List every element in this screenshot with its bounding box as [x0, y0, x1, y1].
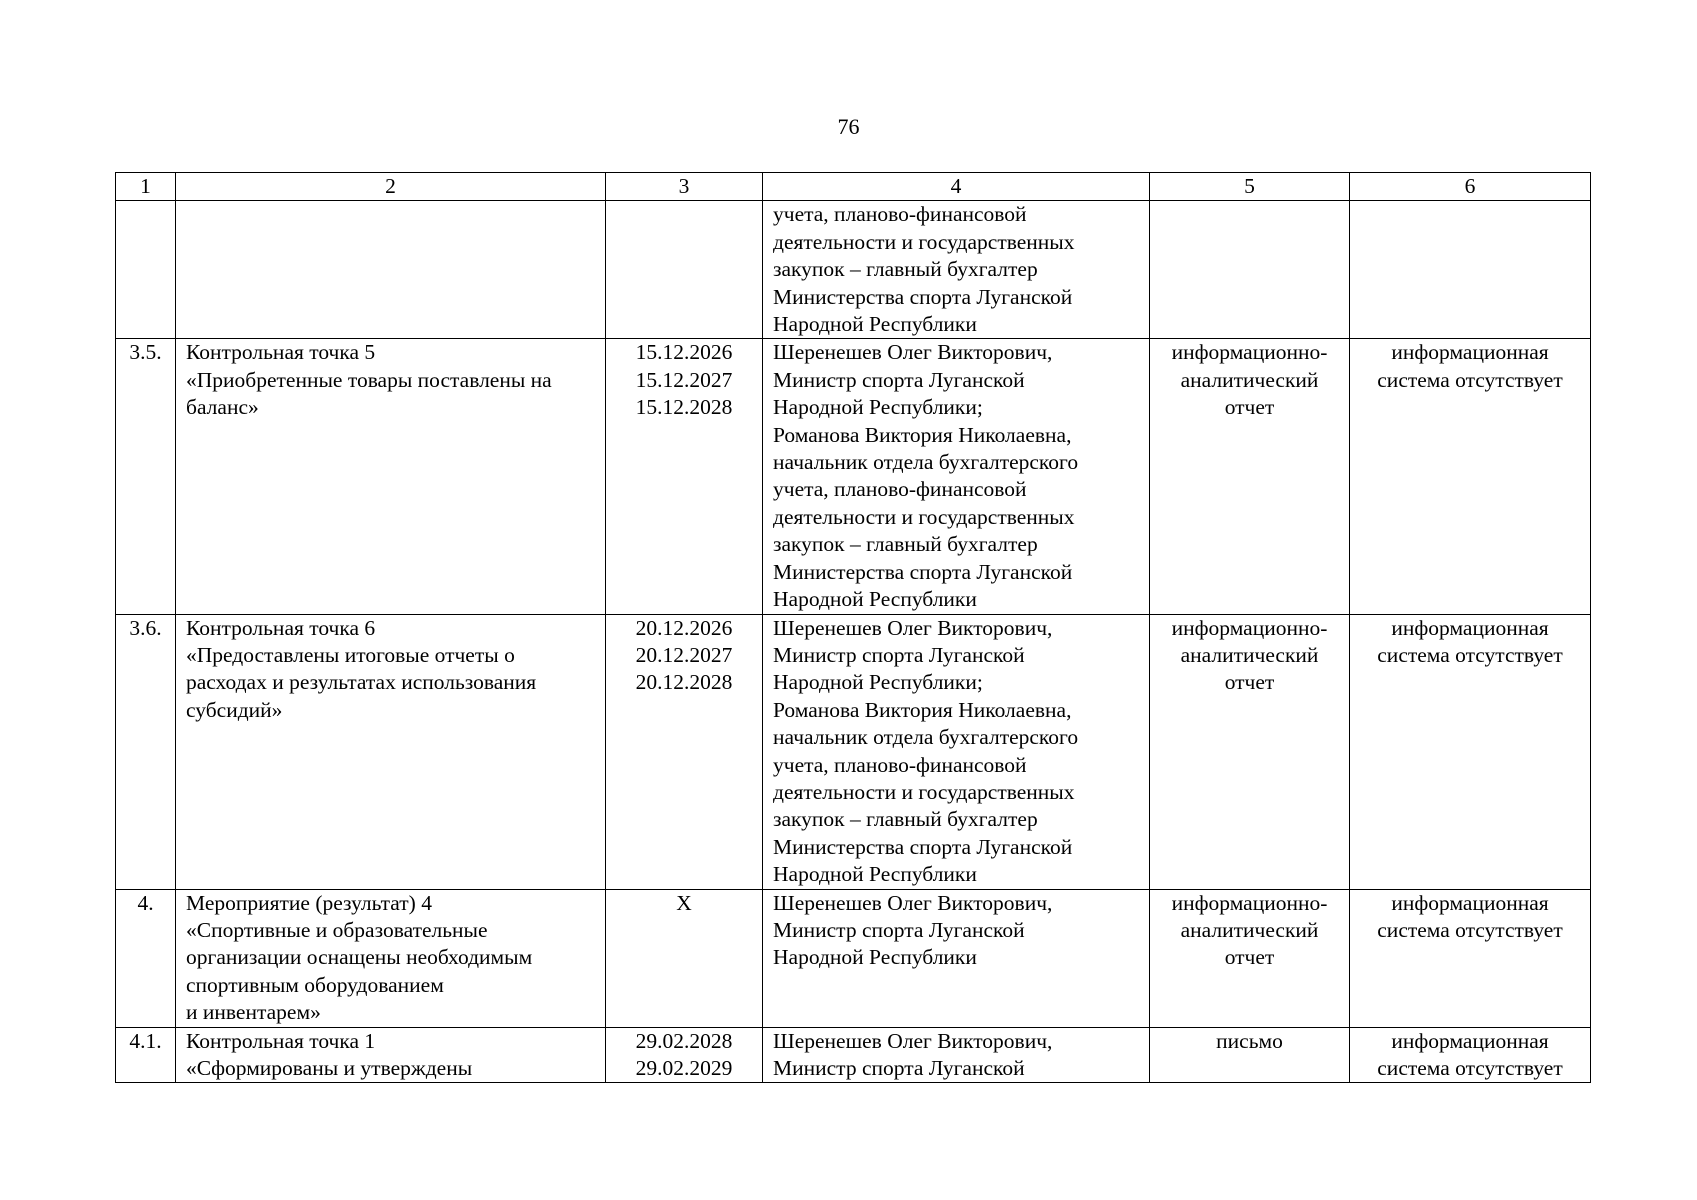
header-cell-1: 1	[116, 173, 176, 201]
row-number	[116, 201, 176, 339]
page-number: 76	[837, 114, 860, 139]
row-name: Мероприятие (результат) 4 «Спортивные и образовательные организации оснащены необходимым спортивным оборудованием и инвентарем»	[176, 889, 606, 1027]
row-name	[176, 201, 606, 339]
header-cell-3: 3	[606, 173, 763, 201]
row-info-system: информационная система отсутствует	[1350, 1027, 1591, 1083]
row-dates	[606, 201, 763, 339]
header-cell-2: 2	[176, 173, 606, 201]
row-info-system: информационная система отсутствует	[1350, 889, 1591, 1027]
table-row	[116, 1027, 1591, 1083]
header-cell-5: 5	[1150, 173, 1350, 201]
table-row	[116, 614, 1591, 889]
row-responsible: Шеренешев Олег Викторович, Министр спорта Луганской Народной Республики	[763, 889, 1150, 1027]
row-responsible: Шеренешев Олег Викторович, Министр спорта Луганской Народной Республики; Романова Виктория Николаевна, начальник отдела бухгалтерского учета, планово-финансовой деятельности и государственных закупок – главный бухгалтер Министерства спорта Луганской Народной Республики	[763, 614, 1150, 889]
row-info-system: информационная система отсутствует	[1350, 339, 1591, 614]
table-row	[116, 889, 1591, 1027]
row-responsible: Шеренешев Олег Викторович, Министр спорта Луганской Народной Республики; Романова Виктория Николаевна, начальник отдела бухгалтерского учета, планово-финансовой деятельности и государственных закупок – главный бухгалтер Министерства спорта Луганской Народной Республики	[763, 339, 1150, 614]
row-dates: Х	[606, 889, 763, 1027]
header-cell-4: 4	[763, 173, 1150, 201]
row-dates: 15.12.2026 15.12.2027 15.12.2028	[606, 339, 763, 614]
header-cell-6: 6	[1350, 173, 1591, 201]
table-row	[116, 339, 1591, 614]
row-number: 3.6.	[116, 614, 176, 889]
row-info-system	[1350, 201, 1591, 339]
row-responsible: учета, планово-финансовой деятельности и государственных закупок – главный бухгалтер Министерства спорта Луганской Народной Республики	[763, 201, 1150, 339]
row-number: 3.5.	[116, 339, 176, 614]
row-responsible: Шеренешев Олег Викторович, Министр спорта Луганской	[763, 1027, 1150, 1083]
row-doc-type: информационно- аналитический отчет	[1150, 889, 1350, 1027]
row-name: Контрольная точка 1 «Сформированы и утверждены	[176, 1027, 606, 1083]
table-row	[116, 201, 1591, 339]
table-header-row	[116, 173, 1591, 201]
plan-table	[115, 172, 1591, 1083]
row-dates: 29.02.2028 29.02.2029	[606, 1027, 763, 1083]
row-doc-type: информационно- аналитический отчет	[1150, 339, 1350, 614]
row-doc-type: письмо	[1150, 1027, 1350, 1083]
row-dates: 20.12.2026 20.12.2027 20.12.2028	[606, 614, 763, 889]
row-number: 4.	[116, 889, 176, 1027]
row-name: Контрольная точка 5 «Приобретенные товары поставлены на баланс»	[176, 339, 606, 614]
row-doc-type: информационно- аналитический отчет	[1150, 614, 1350, 889]
row-doc-type	[1150, 201, 1350, 339]
row-name: Контрольная точка 6 «Предоставлены итоговые отчеты о расходах и результатах использования субсидий»	[176, 614, 606, 889]
row-info-system: информационная система отсутствует	[1350, 614, 1591, 889]
row-number: 4.1.	[116, 1027, 176, 1083]
